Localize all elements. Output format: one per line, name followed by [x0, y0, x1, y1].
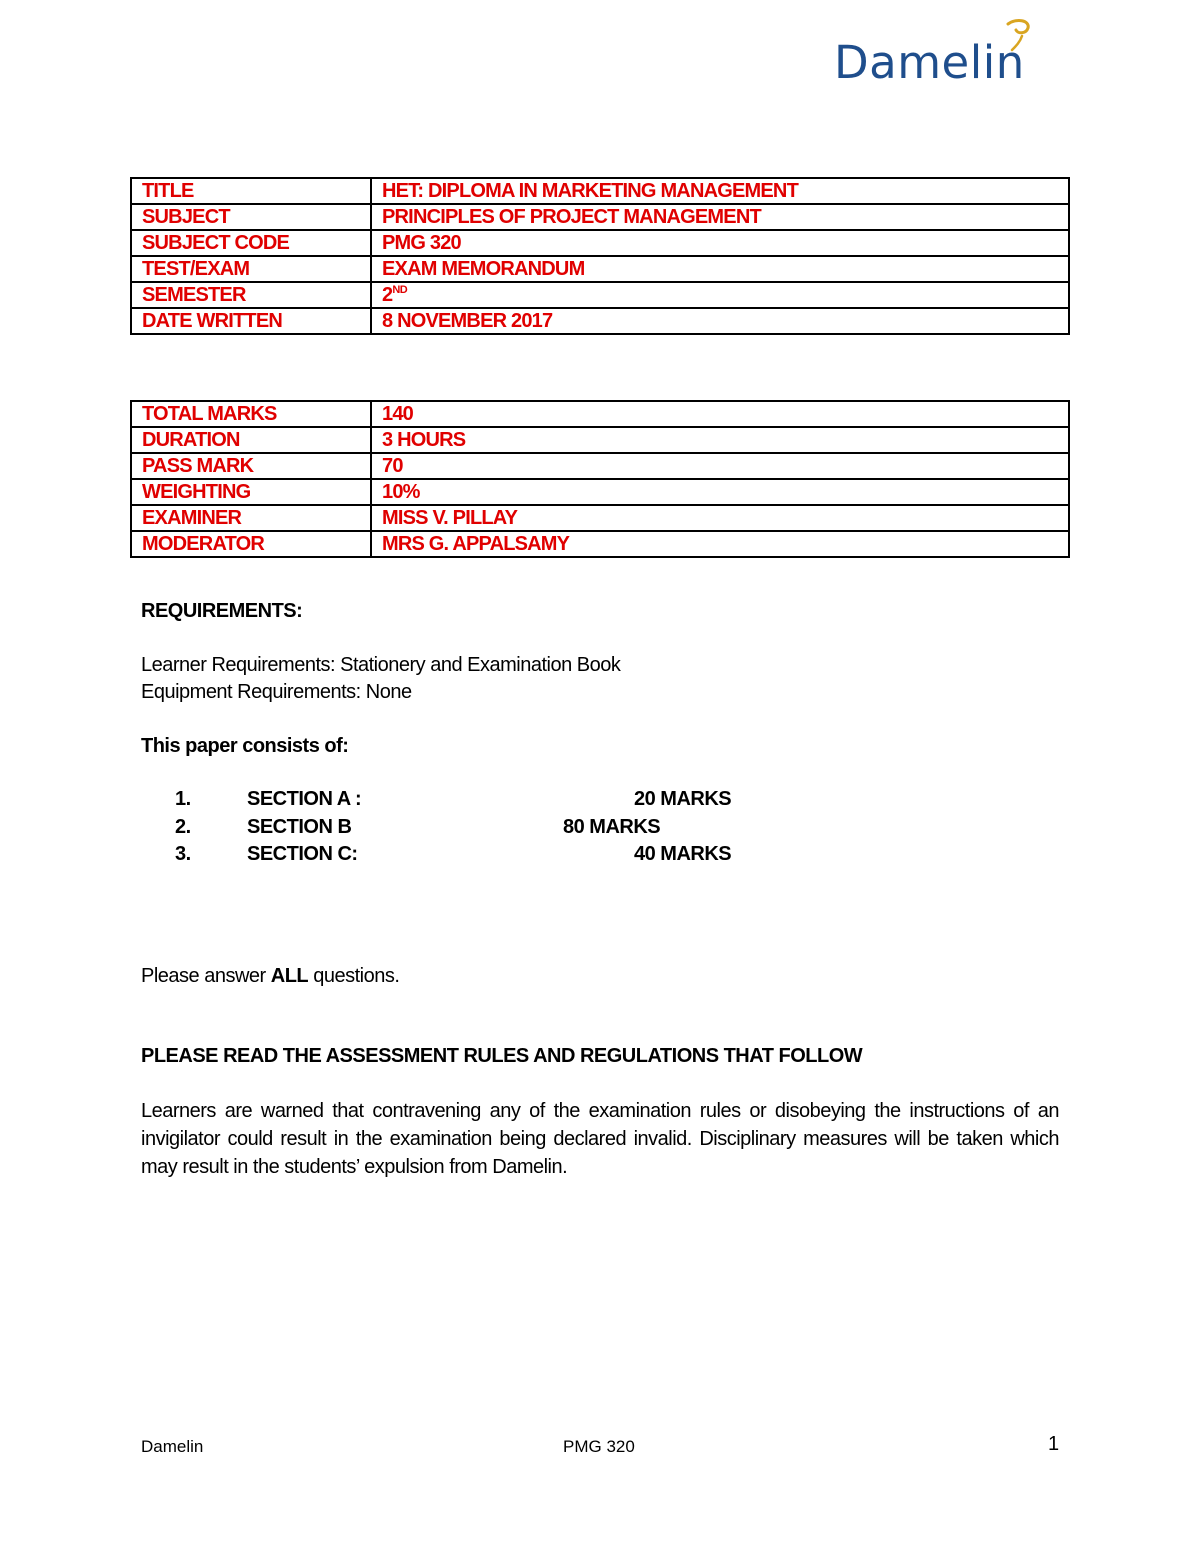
row-value: 10% — [371, 479, 1069, 505]
learner-requirements: Learner Requirements: Stationery and Examination Book — [141, 654, 621, 676]
row-label: WEIGHTING — [131, 479, 371, 505]
page-number: 1 — [1048, 1433, 1060, 1455]
row-value: 3 HOURS — [371, 427, 1069, 453]
marks-details-table — [130, 400, 1070, 558]
table-row — [131, 427, 1069, 453]
logo-text: Damelin — [834, 36, 1025, 89]
footer-left: Damelin — [141, 1437, 204, 1456]
row-label: MODERATOR — [131, 531, 371, 557]
row-value: 70 — [371, 453, 1069, 479]
row-value: HET: DIPLOMA IN MARKETING MANAGEMENT — [371, 178, 1069, 204]
row-label: SUBJECT CODE — [131, 230, 371, 256]
instruction-emphasis: ALL — [270, 965, 309, 987]
table-row — [131, 308, 1069, 334]
row-label: TITLE — [131, 178, 371, 204]
rules-paragraph: Learners are warned that contravening any of the examination rules or disobeying the instructions of an invigilator could result in the examination being declared invalid. Disciplinary measures will be taken which may result in the students’ expulsion from Damelin. — [141, 1100, 1059, 1178]
damelin-logo — [834, 18, 1066, 88]
table-row — [131, 230, 1069, 256]
row-value: EXAM MEMORANDUM — [371, 256, 1069, 282]
table-row — [131, 282, 1069, 308]
table-row — [131, 453, 1069, 479]
row-value: PRINCIPLES OF PROJECT MANAGEMENT — [371, 204, 1069, 230]
section-name: SECTION A : — [247, 788, 362, 810]
paper-consists-heading: This paper consists of: — [141, 735, 349, 757]
semester-number: 2 — [382, 283, 393, 306]
row-label: PASS MARK — [131, 453, 371, 479]
section-name: SECTION B — [247, 816, 352, 838]
table-row — [131, 479, 1069, 505]
row-value: MRS G. APPALSAMY — [371, 531, 1069, 557]
row-value: 140 — [371, 401, 1069, 427]
row-label: TEST/EXAM — [131, 256, 371, 282]
table-row — [131, 256, 1069, 282]
row-value: PMG 320 — [371, 230, 1069, 256]
section-name: SECTION C: — [247, 843, 358, 865]
equipment-requirements: Equipment Requirements: None — [141, 681, 412, 703]
section-marks: 80 MARKS — [563, 816, 661, 838]
row-label: EXAMINER — [131, 505, 371, 531]
row-value: 8 NOVEMBER 2017 — [371, 308, 1069, 334]
row-label: SEMESTER — [131, 282, 371, 308]
requirements-heading: REQUIREMENTS: — [141, 600, 303, 622]
exam-details-table — [130, 177, 1070, 335]
row-label: SUBJECT — [131, 204, 371, 230]
row-value — [371, 282, 1069, 308]
row-value: MISS V. PILLAY — [371, 505, 1069, 531]
rules-heading: PLEASE READ THE ASSESSMENT RULES AND REGULATIONS THAT FOLLOW — [141, 1045, 863, 1067]
table-row — [131, 204, 1069, 230]
table-row — [131, 178, 1069, 204]
section-number: 2. — [175, 816, 191, 838]
damelin-swoosh-icon — [1004, 18, 1034, 52]
section-marks: 40 MARKS — [634, 843, 732, 865]
table-row — [131, 531, 1069, 557]
semester-ordinal: ND — [392, 283, 408, 296]
section-marks: 20 MARKS — [634, 788, 732, 810]
table-row — [131, 505, 1069, 531]
row-label: TOTAL MARKS — [131, 401, 371, 427]
instruction-text: Please answer — [141, 965, 271, 987]
row-label: DATE WRITTEN — [131, 308, 371, 334]
footer-center: PMG 320 — [563, 1437, 635, 1456]
section-number: 3. — [175, 843, 191, 865]
answer-instruction — [141, 965, 399, 988]
row-label: DURATION — [131, 427, 371, 453]
table-row — [131, 401, 1069, 427]
instruction-text-end: questions. — [308, 965, 400, 987]
section-number: 1. — [175, 788, 191, 810]
